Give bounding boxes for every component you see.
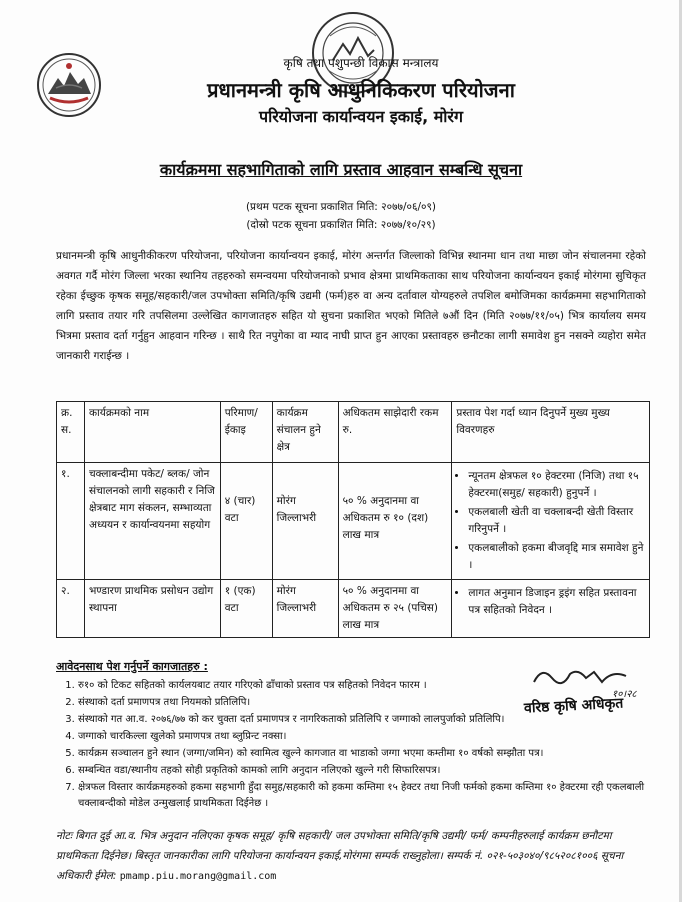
- signature-date: १०।२८: [612, 689, 637, 700]
- detail-item: • एकलबाली खेती वा चक्लाबन्दी खेती विस्तार गरिनुपर्ने ।: [468, 504, 645, 538]
- publication-dates: [0, 198, 682, 234]
- document-item: 5. कार्यक्रम सञ्चालन हुने स्थान (जग्गा/जमिन) को स्वामित्व खुल्ने कागजात वा भाडाको जग्गा भएमा कम्तीमा १० वर्षको सम्झौता पत्र।: [78, 746, 656, 762]
- program-table: [56, 401, 650, 638]
- document-item: 1. रु१० को टिकट सहितको कार्यलयबाट तयार गरिएको ढाँचाको प्रस्ताव पत्र सहितको निवेदन फारम ।: [78, 678, 656, 694]
- table-header-row: [57, 402, 650, 463]
- row-area: मोरंग जिल्लाभरी: [272, 463, 338, 580]
- header-sn: क्र. स.: [57, 402, 85, 463]
- header-amount: अधिकतम साझेदारी रकम रु.: [338, 402, 452, 463]
- first-publication-date: (प्रथम पटक सूचना प्रकाशित मिति: २०७७/०६/०९): [245, 201, 437, 213]
- document-item: 2. संस्थाको दर्ता प्रमाणपत्र तथा नियमको प्रतिलिपि।: [78, 695, 656, 711]
- detail-item: • एकलबालीको हकमा बीजवृद्दि मात्र समावेश हुने ।: [468, 540, 645, 574]
- row-sn: १.: [57, 463, 85, 580]
- documents-title: आवेदनसाथ पेश गर्नुपर्ने कागजातहरु :: [56, 660, 208, 673]
- footer-note: [56, 826, 656, 887]
- row-details: [452, 580, 650, 638]
- unit-name: परियोजना कार्यान्वयन इकाई, मोरंग: [259, 107, 463, 126]
- row-program-name: चक्लाबन्दीमा पकेट/ ब्लक/ जोन संचालनको लागी सहकारी र निजि क्षेत्रबाट माग संकलन, सम्भाव्यता अध्ययन र कार्यान्वयनमा सहयोग: [84, 463, 220, 580]
- ministry-name: कृषि तथा पशुपन्छी विकास मन्त्रालय: [283, 56, 439, 70]
- document-item: 7. क्षेत्रफल विस्तार कार्यक्रमहरुको हकमा सहभागी हुँदा समुह/सहकारी को हकमा कम्तिमा १५ हेक्टर तथा निजी फर्मको हकमा कम्तिमा १० हेक्टरमा रही एकलबाली चक्लाबन्दीको मोडेल उन्मुखलाई प्राथमिकता दिईनेछ ।: [78, 780, 656, 812]
- header-program-name: कार्यक्रमको नाम: [84, 402, 220, 463]
- project-name: प्रधानमन्त्री कृषि आधुनिकिकरण परियोजना: [207, 78, 515, 102]
- row-quantity: १ (एक) वटा: [220, 580, 272, 638]
- row-quantity: ४ (चार) वटा: [220, 463, 272, 580]
- row-area: मोरंग जिल्लाभरी: [272, 580, 338, 638]
- signature-title: वरिष्ठ कृषि अधिकृत: [523, 695, 624, 717]
- second-publication-date: (दोस्रो पटक सूचना प्रकाशित मिति: २०७७/१०/२९): [246, 219, 436, 231]
- document-item: 3. संस्थाको गत आ.व. २०७६/७७ को कर चुक्ता दर्ता प्रमाणपत्र र नागरिकताको प्रतिलिपि र जग्गाको लालपुर्जाको प्रतिलिपि।: [78, 712, 656, 728]
- footer-note-text: नोटः बिगत दुई आ.व. भित्र अनुदान नलिएका कृषक समूह/ कृषि सहकारी/ जल उपभोक्ता समिति/कृषि उद्यमी/ फर्म/ कम्पनीहरुलाई कार्यक्रम छनौटमा प्राथमिकता दिईनेछ। बिस्तृत जानकारीका लागि परियोजना कार्यान्वयन इकाई,मोरंगमा सम्पर्क राख्नुहोला। सम्पर्क नं. ०२१-५०३०४०/९८५२०८१००६ सूचना अधिकारी ईमेल:: [56, 830, 624, 882]
- notice-title: कार्यक्रममा सहभागिताको लागि प्रस्ताव आहवान सम्बन्धि सूचना: [159, 160, 523, 179]
- row-details: [452, 463, 650, 580]
- document-item: 4. जग्गाको चारकिल्ला खुलेको प्रमाणपत्र तथा ब्लुप्रिन्ट नक्सा।: [78, 729, 656, 745]
- detail-item: • न्यूनतम क्षेत्रफल १० हेक्टरमा (निजि) तथा १५ हेक्टरमा(समुह/ सहकारी) हुनुपर्ने ।: [468, 468, 645, 502]
- notice-body: प्रधानमन्त्री कृषि आधुनीकीकरण परियोजना, परियोजना कार्यान्वयन इकाई, मोरंग अन्तर्गत जिल्लाको विभिन्न स्थानमा धान तथा माछा जोन संचालनमा रहेको अवगत गर्दै मोरंग जिल्ला भरका स्थानिय तहहरुको समन्वयमा परियोजनाको प्रभाव क्षेत्रमा प्राथमिकताका साथ परियोजना कार्यान्वयन इकाई मोरंगमा सुचिकृत रहेका ईच्छुक कृषक समूह/सहकारी/जल उपभोक्ता समिति/कृषि उद्यमी (फर्म)हरु वा अन्य दर्तावाल योग्यहरुले तपशिल बमोजिमका कार्यक्रममा सहभागिताको लागि प्रस्ताव तयार गरि तपसिलमा उल्लेखित कागजातहरु सहित यो सुचना प्रकाशित भएको मितिले ७औं दिन (मिति २०७७/११/०५) भित्र कार्यालय समय भित्रमा प्रस्ताव दर्ता गर्नुहुन आहवान गरिन्छ । साथै रित नपुगेका वा म्याद नाघी प्राप्त हुन आएका प्रस्तावहरु छनौटका लागी समावेश हुन नसक्ने व्यहोरा समेत जानकारी गराईन्छ ।: [56, 250, 646, 362]
- contact-email: pmamp.piu.morang@gmail.com: [119, 871, 277, 882]
- row-amount: ५० % अनुदानमा वा अधिकतम रु १० (दश) लाख मात्र: [338, 463, 452, 580]
- row-program-name: भण्डारण प्राथमिक प्रसोधन उद्योग स्थापना: [84, 580, 220, 638]
- header-quantity: परिमाण/ ईकाइ: [220, 402, 272, 463]
- header-details: प्रस्ताव पेश गर्दा ध्यान दिनुपर्ने मुख्य मुख्य विवरणहरु: [452, 402, 650, 463]
- row-sn: २.: [57, 580, 85, 638]
- document-item: 6. सम्बन्धित वडा/स्थानीय तहको सोही प्रकृतिको कामको लागि अनुदान नलिएको खुल्ने गरी सिफारिसपत्र।: [78, 763, 656, 779]
- detail-item: • लागत अनुमान डिजाइन ड्रइंग सहित प्रस्तावना पत्र सहितको निवेदन ।: [468, 585, 645, 619]
- header-area: कार्यक्रम संचालन हुने क्षेत्र: [272, 402, 338, 463]
- table-row: [57, 580, 650, 638]
- row-amount: ५० % अनुदानमा वा अधिकतम रु २५ (पचिस) लाख मात्र: [338, 580, 452, 638]
- table-row: [57, 463, 650, 580]
